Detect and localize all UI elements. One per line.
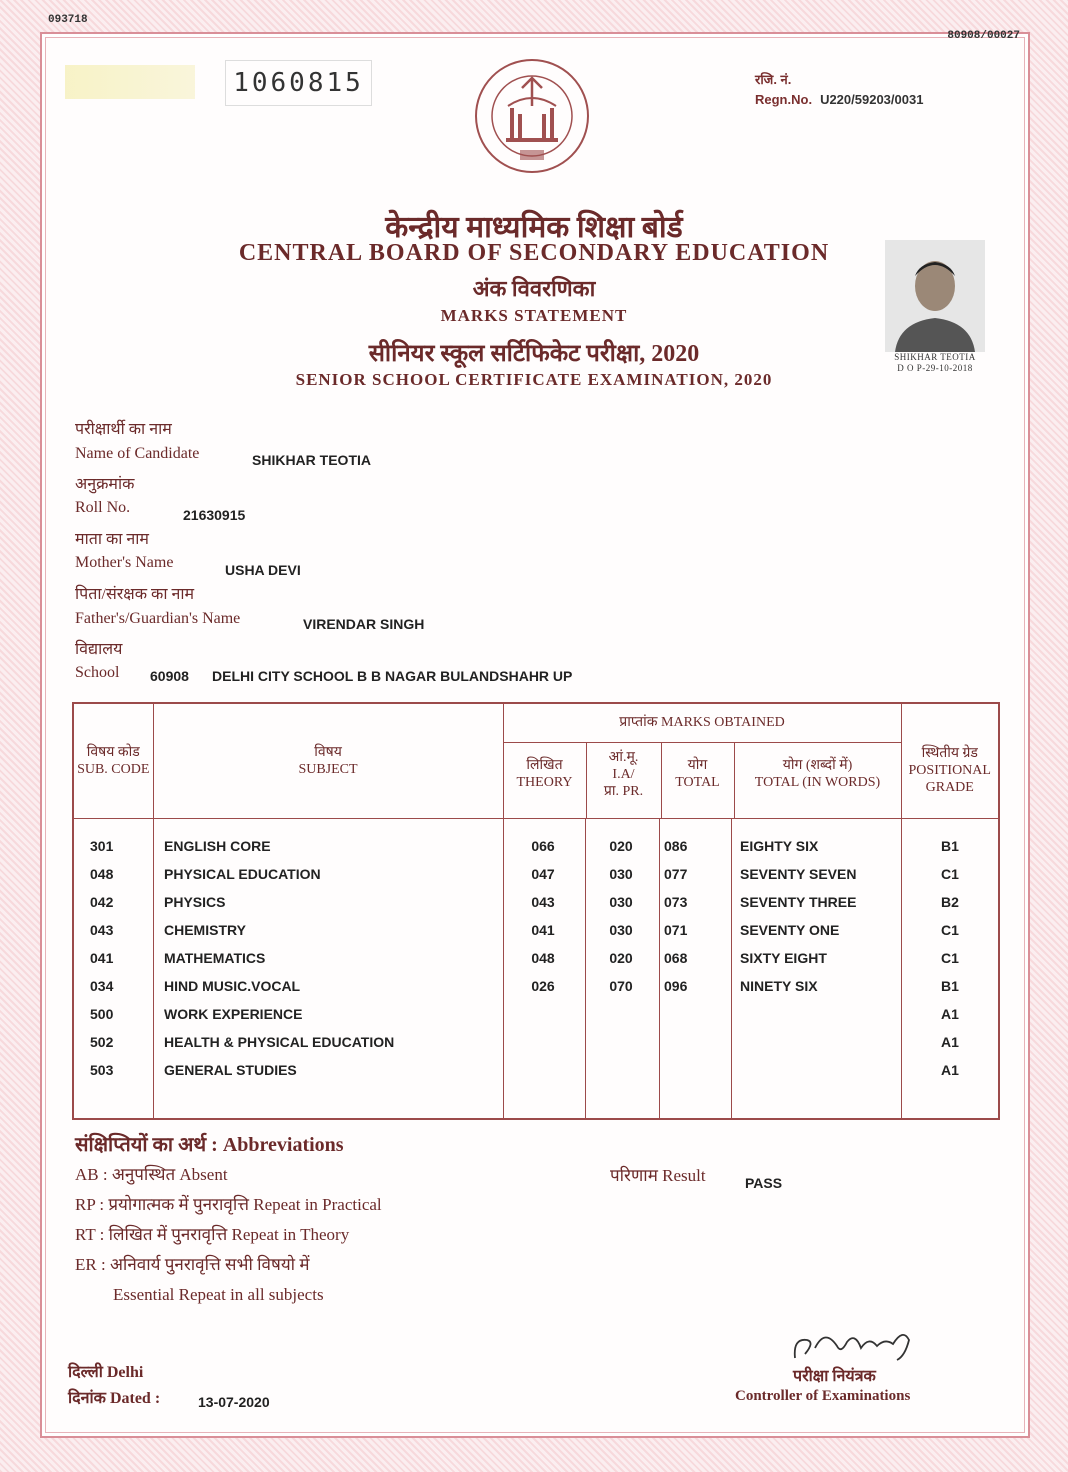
signature [785,1318,925,1368]
board-name-english: CENTRAL BOARD OF SECONDARY EDUCATION [238,240,830,266]
roll-hindi-label: अनुक्रमांक [75,476,135,493]
exam-title-hindi: सीनियर स्कूल सर्टिफिकेट परीक्षा, 2020 [368,341,700,367]
cell-grade: A1 [941,1062,959,1078]
cell-words: EIGHTY SIX [740,838,819,854]
abbr-title-hi: संक्षिप्तियों का अर्थ : [75,1134,218,1156]
cell-total: 068 [664,950,688,966]
issue-date: 13-07-2020 [198,1394,270,1410]
header-total-hi: योग [687,758,708,773]
cell-theory: 066 [531,838,555,854]
abbr-er-en: Essential Repeat in all subjects [113,1285,324,1304]
header-grade-en: POSITIONAL GRADE [908,763,991,795]
registration-block [755,70,923,110]
cell-total: 096 [664,978,688,994]
abbr-er: ER : अनिवार्य पुनरावृत्ति सभी विषयो में [75,1255,310,1274]
table-row [72,1028,1000,1056]
photo-caption-name: SHIKHAR TEOTIA [894,352,976,362]
board-name-hindi: केन्द्रीय माध्यमिक शिक्षा बोर्ड [385,211,683,244]
abbr-rp: RP : प्रयोगात्मक में पुनरावृत्ति Repeat in Practical [75,1195,382,1214]
header-sub-code [73,703,153,819]
table-row [72,832,1000,860]
header-theory-en: THEORY [516,775,573,790]
cell-grade: C1 [941,922,959,938]
cbse-emblem-icon [472,48,592,188]
roll-number: 21630915 [183,507,246,523]
cell-grade: B2 [941,894,959,910]
name-hindi-label: परीक्षार्थी का नाम [75,421,172,438]
cell-ia: 030 [609,866,633,882]
cell-subject: MATHEMATICS [164,950,266,966]
yellow-smudge [65,65,195,99]
mother-hindi-label: माता का नाम [75,531,150,548]
cell-grade: A1 [941,1034,959,1050]
father-hindi-label: पिता/संरक्षक का नाम [75,586,195,603]
cell-grade: C1 [941,950,959,966]
header-theory-hi: लिखित [526,758,563,773]
cell-subject: WORK EXPERIENCE [164,1006,303,1022]
cell-grade: C1 [941,866,959,882]
cell-total: 077 [664,866,688,882]
cell-theory: 047 [531,866,555,882]
cell-ia: 030 [609,894,633,910]
header-total-en: TOTAL [675,775,720,790]
cell-subject: HEALTH & PHYSICAL EDUCATION [164,1034,395,1050]
header-sub-code-en: SUB. CODE [77,762,150,777]
header-total-words [735,743,901,818]
controller-english: Controller of Examinations [735,1388,911,1404]
school-label: School [75,664,120,681]
marks-rows [72,832,1000,1102]
table-row [72,888,1000,916]
header-theory [504,743,587,818]
doc-title-hindi: अंक विवरणिका [472,276,596,301]
photo-caption-date: D O P-29-10-2018 [897,363,973,373]
cell-total: 073 [664,894,688,910]
header-subject-en: SUBJECT [298,762,358,777]
cell-ia: 020 [609,950,633,966]
header-ia-en: I.A/ [612,767,635,782]
result-label: परिणाम Result [610,1166,706,1185]
table-row [72,916,1000,944]
cell-code: 043 [90,922,114,938]
cell-code: 503 [90,1062,114,1078]
cell-subject: PHYSICAL EDUCATION [164,866,321,882]
candidate-name: SHIKHAR TEOTIA [252,452,371,468]
header-grade [901,703,999,819]
cell-subject: GENERAL STUDIES [164,1062,297,1078]
cell-ia: 070 [609,978,633,994]
cell-code: 034 [90,978,114,994]
abbr-title-en: Abbreviations [222,1134,344,1156]
cell-subject: PHYSICS [164,894,226,910]
header-ia-hi: आं.मू. [608,750,639,765]
abbr-rt: RT : लिखित में पुनरावृत्ति Repeat in Theory [75,1225,350,1244]
abbr-ab: AB : अनुपस्थित Absent [75,1165,228,1184]
serial-number-left: 093718 [48,14,88,26]
cell-subject: CHEMISTRY [164,922,246,938]
name-label: Name of Candidate [75,445,200,462]
table-row [72,1000,1000,1028]
cell-words: NINETY SIX [740,978,818,994]
candidate-photo [885,240,985,352]
father-label: Father's/Guardian's Name [75,610,241,627]
controller-hindi: परीक्षा नियंत्रक [793,1368,876,1385]
cell-total: 086 [664,838,688,854]
header-sub-code-hi: विषय कोड [86,745,140,760]
mother-label: Mother's Name [75,554,174,571]
cell-words: SEVENTY ONE [740,922,840,938]
roll-label: Roll No. [75,499,131,516]
table-row [72,1056,1000,1084]
table-row [72,944,1000,972]
regn-hindi-label: रजि. नं. [755,72,792,87]
header-marks-obtained [503,703,901,819]
school-name: DELHI CITY SCHOOL B B NAGAR BULANDSHAHR UP [212,668,573,684]
header-words-en: TOTAL (IN WORDS) [754,775,881,790]
header-subject [153,703,503,819]
cell-ia: 020 [609,838,633,854]
dated-label: दिनांक Dated : [68,1390,161,1407]
cell-theory: 048 [531,950,555,966]
cell-code: 042 [90,894,114,910]
cell-theory: 043 [531,894,555,910]
cell-subject: ENGLISH CORE [164,838,271,854]
header-subject-hi: विषय [314,745,342,760]
header-ia-pr: प्रा. PR. [603,784,644,799]
cell-words: SIXTY EIGHT [740,950,827,966]
serial-number-right: 80908/00027 [947,30,1020,42]
mother-name: USHA DEVI [225,562,301,578]
cell-theory: 041 [531,922,555,938]
cell-code: 041 [90,950,114,966]
regn-value: U220/59203/0031 [820,92,924,107]
cell-words: SEVENTY SEVEN [740,866,857,882]
result-value: PASS [745,1175,783,1191]
school-hindi-label: विद्यालय [75,641,123,658]
cell-grade: A1 [941,1006,959,1022]
exam-title-english: SENIOR SCHOOL CERTIFICATE EXAMINATION, 2020 [295,370,773,389]
header-ia [587,743,662,818]
cell-grade: B1 [941,838,959,854]
header-marks-title: प्राप्तांक MARKS OBTAINED [504,704,901,743]
table-row [72,860,1000,888]
place: दिल्ली Delhi [68,1364,144,1381]
regn-label: Regn.No. [755,92,813,107]
school-code: 60908 [150,668,189,684]
cell-code: 301 [90,838,114,854]
cell-theory: 026 [531,978,555,994]
cell-code: 048 [90,866,114,882]
cell-total: 071 [664,922,688,938]
cell-subject: HIND MUSIC.VOCAL [164,978,301,994]
cell-code: 500 [90,1006,114,1022]
cell-grade: B1 [941,978,959,994]
abbreviations-title [75,1130,344,1160]
header-total [662,743,735,818]
cell-words: SEVENTY THREE [740,894,857,910]
father-name: VIRENDAR SINGH [303,616,425,632]
photo-caption [875,352,995,374]
table-row [72,972,1000,1000]
doc-title-english: MARKS STATEMENT [440,306,628,325]
header-words-hi: योग (शब्दों में) [782,758,853,773]
header-grade-hi: स्थितीय ग्रेड [921,746,978,761]
cell-ia: 030 [609,922,633,938]
certificate-number: 1060815 [225,60,372,106]
cell-code: 502 [90,1034,114,1050]
